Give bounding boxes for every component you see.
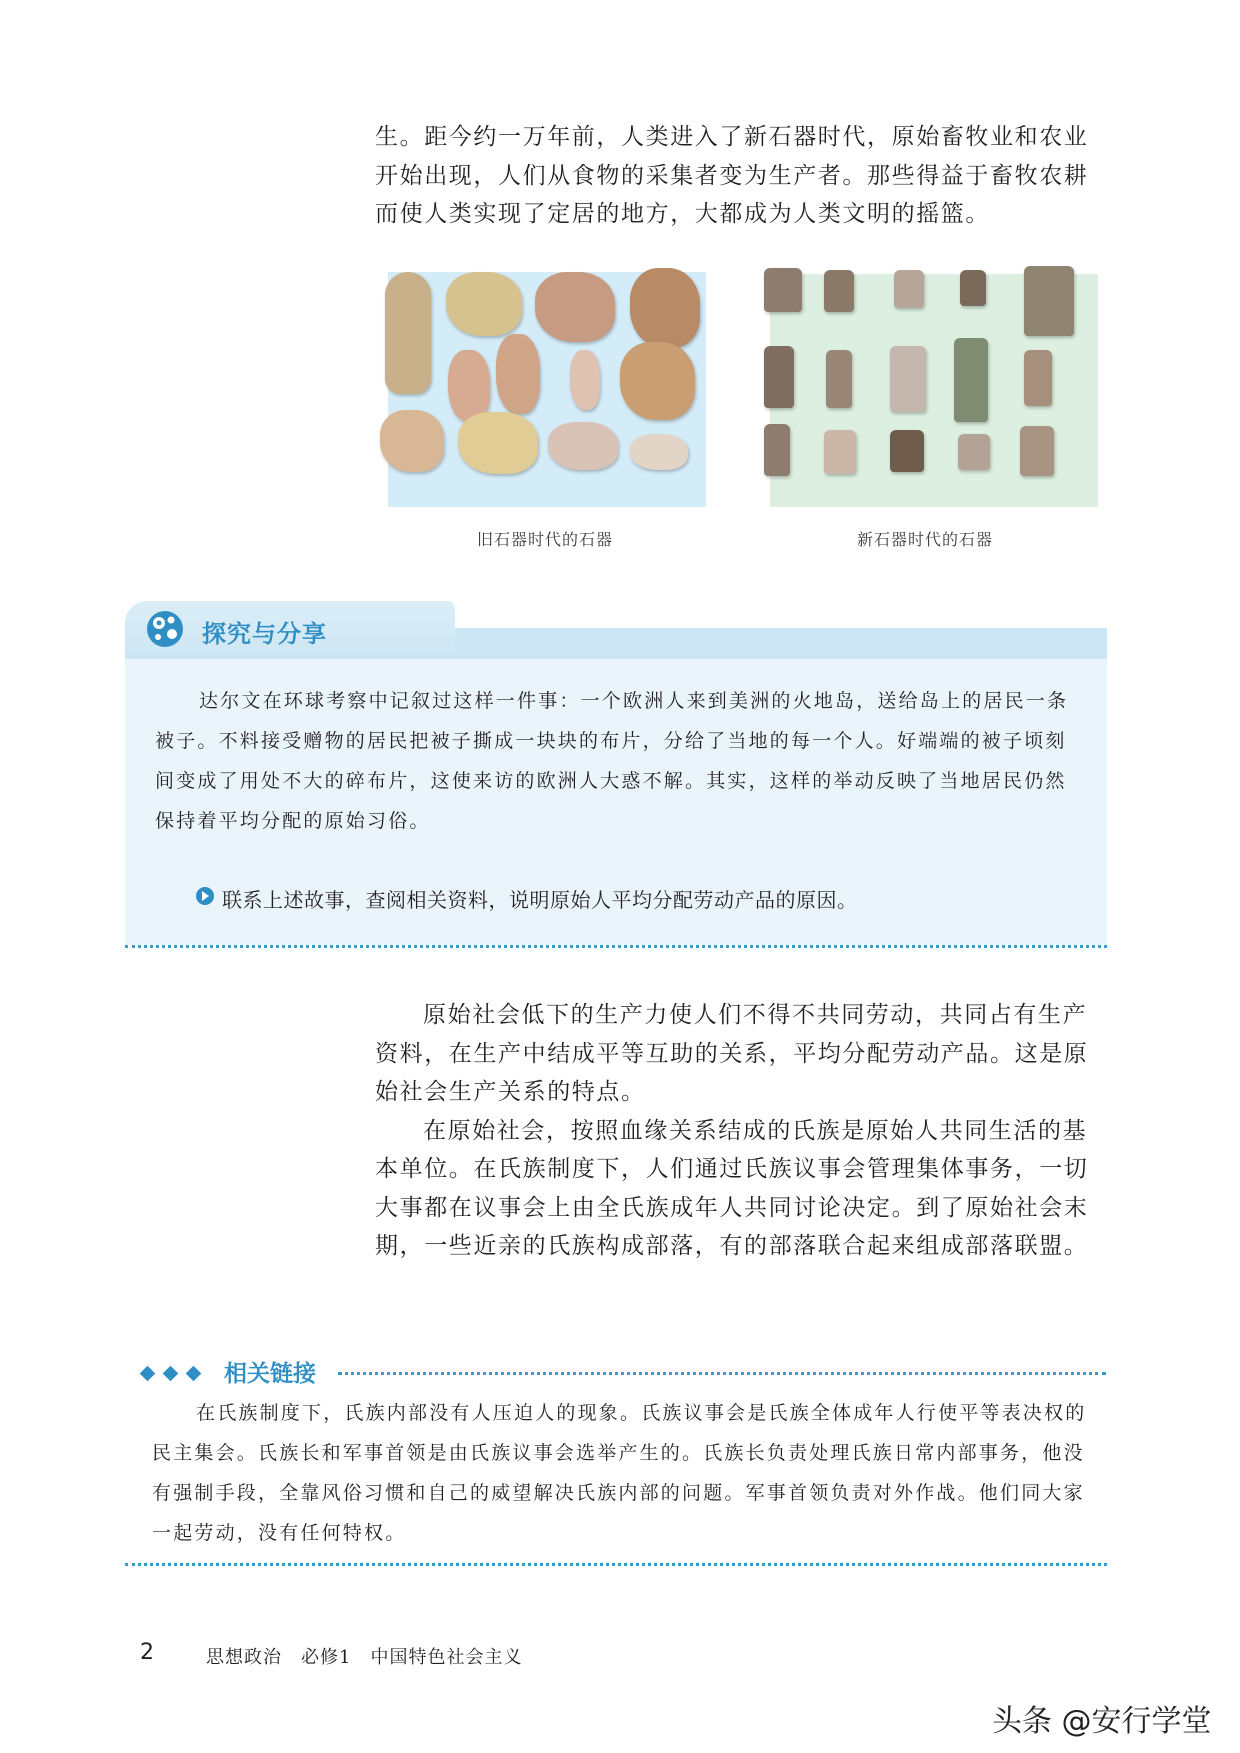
stone-tool <box>960 270 986 306</box>
stone-tool <box>958 434 990 470</box>
stone-tool <box>826 350 852 408</box>
explore-question-text: 联系上述故事，查阅相关资料，说明原始人平均分配劳动产品的原因。 <box>222 888 858 912</box>
stone-tool <box>630 268 700 348</box>
explore-icon <box>144 608 186 650</box>
stone-tool <box>380 410 444 472</box>
page-number: 2 <box>140 1640 154 1665</box>
stone-tool <box>1024 350 1052 406</box>
stone-tool <box>448 350 490 422</box>
stone-tool <box>764 424 790 476</box>
related-links-bottom-divider <box>125 1563 1107 1566</box>
explore-story <box>155 681 1085 841</box>
stone-tool <box>620 342 695 420</box>
paleolithic-caption: 旧石器时代的石器 <box>476 530 613 549</box>
arrow-right-icon <box>196 887 214 905</box>
stone-tool <box>1020 426 1054 476</box>
paragraph-production-relations: 原始社会低下的生产力使人们不得不共同劳动，共同占有生产资料，在生产中结成平等互助的关系，平均分配劳动产品。这是原始社会生产关系的特点。 <box>375 1002 1089 1105</box>
neolithic-tools-figure <box>762 262 1097 507</box>
related-links-header-divider <box>338 1372 1106 1375</box>
diamond-icon <box>163 1366 179 1382</box>
related-links-text <box>152 1393 1092 1553</box>
neolithic-caption: 新石器时代的石器 <box>856 530 993 549</box>
stone-tool <box>894 270 924 308</box>
explore-question <box>222 884 858 913</box>
paleolithic-tools-figure <box>380 262 710 507</box>
stone-tool <box>496 334 540 414</box>
footer-book-title: 思想政治 必修1 中国特色社会主义 <box>206 1647 523 1668</box>
explore-title: 探究与分享 <box>202 620 327 648</box>
stone-tool <box>764 268 802 312</box>
stone-tool <box>535 272 615 342</box>
intro-paragraph <box>375 118 1107 234</box>
stone-tool <box>1024 266 1074 336</box>
stone-tool <box>764 346 794 408</box>
related-links-body: 在氏族制度下，氏族内部没有人压迫人的现象。氏族议事会是氏族全体成年人行使平等表决权的民主集会。氏族长和军事首领是由氏族议事会选举产生的。氏族长负责处理氏族日常内部事务，他没有强制手段，全靠风俗习惯和自己的威望解决氏族内部的问题。军事首领负责对外作战。他们同大家一起劳动，没有任何特权。 <box>152 1402 1087 1544</box>
stone-tool <box>385 272 431 394</box>
stone-tool <box>954 338 988 422</box>
stone-tool <box>890 430 924 472</box>
stone-tool <box>630 434 688 470</box>
stone-tool <box>570 350 600 410</box>
main-paragraphs <box>375 996 1107 1266</box>
stone-tool <box>824 270 854 312</box>
related-links-title: 相关链接 <box>224 1361 316 1387</box>
intro-text: 生。距今约一万年前，人类进入了新石器时代，原始畜牧业和农业开始出现，人们从食物的采集者变为生产者。那些得益于畜牧农耕而使人类实现了定居的地方，大都成为人类文明的摇篮。 <box>375 124 1089 227</box>
watermark: 头条 @安行学堂 <box>992 1704 1212 1739</box>
stone-tool <box>824 430 856 474</box>
paragraph-clan-system: 在原始社会，按照血缘关系结成的氏族是原始人共同生活的基本单位。在氏族制度下，人们通过氏族议事会管理集体事务，一切大事都在议事会上由全氏族成年人共同讨论决定。到了原始社会末期，一些近亲的氏族构成部落，有的部落联合起来组成部落联盟。 <box>375 1117 1089 1259</box>
diamond-icon <box>186 1366 202 1382</box>
diamond-icon <box>140 1366 156 1382</box>
stone-tool <box>446 272 522 336</box>
explore-bottom-divider <box>125 945 1107 948</box>
stone-tool <box>548 422 618 470</box>
stone-tool <box>458 412 538 474</box>
stone-tool <box>890 346 926 412</box>
explore-story-text: 达尔文在环球考察中记叙过这样一件事：一个欧洲人来到美洲的火地岛，送给岛上的居民一条被子。不料接受赠物的居民把被子撕成一块块的布片，分给了当地的每一个人。好端端的被子顷刻间变成了用处不大的碎布片，这使来访的欧洲人大惑不解。其实，这样的举动反映了当地居民仍然保持着平均分配的原始习俗。 <box>155 690 1069 832</box>
